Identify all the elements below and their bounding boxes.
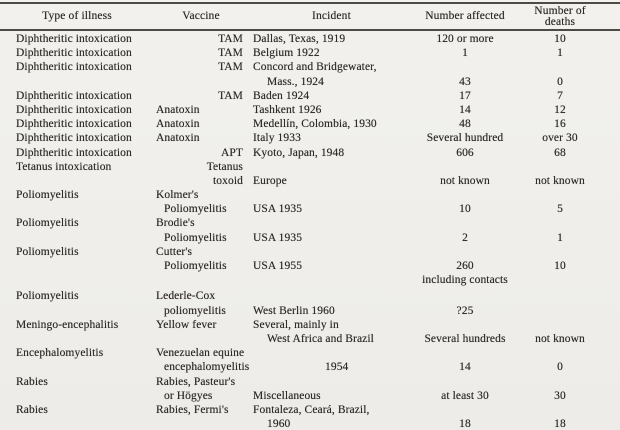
- vaccine-cell: Poliomyelitis: [164, 260, 227, 272]
- illness-cell: Poliomyelitis: [16, 189, 79, 202]
- column-header-incident: Incident: [312, 9, 351, 22]
- deaths-cell: not known: [535, 174, 585, 187]
- table-row: [0, 146, 620, 160]
- incident-cell: Medellín, Colombia, 1930: [253, 118, 377, 131]
- deaths-cell: 0: [557, 75, 563, 88]
- incident-cell: Europe: [253, 174, 287, 187]
- vaccine-cell: TAM: [218, 89, 243, 102]
- illness-cell: Encephalomyelitis: [16, 347, 104, 360]
- affected-cell: 120 or more: [436, 33, 494, 45]
- vaccine-cell: Cutter's: [156, 245, 193, 258]
- deaths-cell: [515, 60, 605, 74]
- vaccine-cell: Rabies, Fermi's: [156, 403, 229, 416]
- incident-cell: Kyoto, Japan, 1948: [253, 146, 345, 159]
- incident-cell: USA 1955: [253, 260, 303, 272]
- deaths-cell: [515, 403, 605, 417]
- incident-cell: [248, 160, 415, 174]
- table-row: [0, 46, 620, 60]
- incident-cell: Concord and Bridgewater,: [253, 61, 377, 74]
- table-row: [0, 417, 620, 430]
- table-row: [0, 75, 620, 89]
- table-row: [0, 304, 620, 318]
- table-row: [0, 32, 620, 46]
- deaths-cell: 7: [557, 89, 563, 102]
- vaccine-cell: TAM: [218, 33, 243, 45]
- affected-cell: 606: [456, 146, 474, 159]
- illness-cell: Poliomyelitis: [16, 245, 79, 258]
- deaths-cell: [515, 318, 605, 332]
- incident-cell: West Africa and Brazil: [267, 332, 374, 345]
- incident-cell: Fontaleza, Ceará, Brazil,: [253, 403, 370, 416]
- affected-cell: 17: [459, 89, 471, 102]
- vaccine-cell: APT: [220, 146, 243, 159]
- incident-cell: Belgium 1922: [253, 47, 320, 60]
- column-header-number-affected: Number affected: [425, 9, 505, 22]
- affected-cell: 260: [456, 260, 474, 272]
- affected-cell: [415, 160, 515, 174]
- illness-cell: [0, 389, 154, 403]
- table-row: [0, 60, 620, 74]
- incident-cell: [248, 216, 415, 230]
- affected-cell: [415, 346, 515, 360]
- affected-cell: ?25: [456, 304, 474, 317]
- incident-cell: USA 1935: [253, 231, 303, 244]
- vaccine-cell: [154, 273, 248, 287]
- deaths-cell: [515, 216, 605, 230]
- deaths-cell: 68: [554, 146, 566, 159]
- table-row: [0, 389, 620, 403]
- table-row: [0, 174, 620, 188]
- vaccine-cell: [154, 75, 248, 89]
- incident-cell: West Berlin 1960: [253, 304, 335, 317]
- table-row: [0, 346, 620, 360]
- incident-cell: Mass., 1924: [267, 75, 325, 88]
- incident-cell: [248, 346, 415, 360]
- affected-cell: [415, 375, 515, 389]
- column-header-type-of-illness: Type of illness: [42, 9, 112, 22]
- illness-cell: [0, 332, 154, 346]
- table-row: [0, 216, 620, 230]
- vaccine-cell: encephalomyelitis: [164, 361, 250, 374]
- illness-cell: Poliomyelitis: [16, 290, 79, 303]
- table-row: [0, 245, 620, 259]
- table-row: [0, 188, 620, 202]
- illness-cell: [0, 417, 154, 430]
- vaccine-cell: Brodie's: [156, 217, 195, 230]
- vaccine-cell: [154, 417, 248, 430]
- deaths-cell: [515, 304, 605, 318]
- affected-cell: at least 30: [441, 389, 489, 402]
- illness-cell: Diphtheritic intoxication: [16, 89, 132, 102]
- vaccine-cell: Anatoxin: [156, 132, 200, 145]
- affected-cell: [415, 318, 515, 332]
- vaccine-cell: TAM: [218, 61, 243, 74]
- illness-cell: [0, 202, 154, 216]
- affected-cell: Several hundred: [426, 132, 504, 145]
- affected-cell: not known: [440, 174, 490, 187]
- table-row: [0, 131, 620, 145]
- table-row: [0, 273, 620, 287]
- incident-cell: Tashkent 1926: [253, 103, 322, 116]
- deaths-cell: [515, 188, 605, 202]
- illness-cell: Diphtheritic intoxication: [16, 103, 132, 116]
- table-row: [0, 103, 620, 117]
- deaths-cell: 5: [557, 203, 563, 216]
- illness-cell: [0, 174, 154, 188]
- table-row: [0, 117, 620, 131]
- affected-cell: [415, 60, 515, 74]
- incident-cell: Baden 1924: [253, 89, 310, 102]
- deaths-cell: [515, 160, 605, 174]
- affected-cell: 48: [459, 118, 471, 131]
- vaccine-cell: Kolmer's: [156, 189, 199, 202]
- affected-cell: Several hundreds: [424, 332, 506, 345]
- incident-cell: USA 1935: [253, 203, 303, 216]
- affected-cell: 43: [459, 75, 471, 88]
- affected-cell: [415, 289, 515, 303]
- deaths-cell: 1: [557, 47, 563, 60]
- illness-cell: Tetanus intoxication: [16, 160, 112, 173]
- incident-cell: Dallas, Texas, 1919: [253, 33, 346, 45]
- vaccine-cell: Venezuelan equine: [156, 347, 245, 360]
- illness-cell: [0, 259, 154, 273]
- deaths-cell: [515, 273, 605, 287]
- illness-cell: Diphtheritic intoxication: [16, 146, 132, 159]
- table-header: [0, 4, 620, 29]
- vaccine-cell: Anatoxin: [156, 118, 200, 131]
- incident-cell: [248, 273, 415, 287]
- vaccine-cell: TAM: [218, 47, 243, 60]
- incident-cell: 1960: [267, 418, 291, 430]
- deaths-cell: [515, 346, 605, 360]
- vaccine-cell: Tetanus: [206, 160, 243, 173]
- illness-cell: Poliomyelitis: [16, 217, 79, 230]
- affected-cell: 18: [459, 418, 471, 430]
- affected-cell: 14: [459, 361, 471, 374]
- affected-cell: [415, 403, 515, 417]
- vaccine-cell: Lederle-Cox: [156, 290, 216, 303]
- table-row: [0, 160, 620, 174]
- table-row: [0, 318, 620, 332]
- deaths-cell: [515, 375, 605, 389]
- affected-cell: [415, 245, 515, 259]
- affected-cell: 10: [459, 203, 471, 216]
- affected-cell: 14: [459, 103, 471, 116]
- illness-cell: Meningo-encephalitis: [16, 318, 119, 331]
- illness-cell: Diphtheritic intoxication: [16, 47, 132, 60]
- deaths-cell: 0: [557, 361, 563, 374]
- incident-cell: Miscellaneous: [253, 389, 321, 402]
- illness-cell: Diphtheritic intoxication: [16, 132, 132, 145]
- incident-cell: Italy 1933: [253, 132, 301, 145]
- incident-cell: Several, mainly in: [253, 318, 339, 331]
- deaths-cell: [515, 289, 605, 303]
- vaccine-cell: Rabies, Pasteur's: [156, 375, 236, 388]
- table-row: [0, 403, 620, 417]
- column-header-number-of-deaths: [515, 6, 605, 28]
- affected-cell: including contacts: [422, 274, 508, 287]
- vaccine-cell: Poliomyelitis: [164, 203, 227, 216]
- affected-cell: [415, 216, 515, 230]
- table-row: [0, 375, 620, 389]
- vaccine-cell: [154, 332, 248, 346]
- vaccine-cell: poliomyelitis: [164, 304, 226, 317]
- vaccine-cell: or Högyes: [164, 389, 213, 402]
- table-row: [0, 259, 620, 273]
- table-row: [0, 231, 620, 245]
- deaths-cell: [515, 245, 605, 259]
- affected-cell: [415, 188, 515, 202]
- illness-cell: [0, 231, 154, 245]
- illness-cell: Rabies: [16, 375, 48, 388]
- table-row: [0, 360, 620, 374]
- column-header-number-of-deaths-line1: Number of: [534, 4, 586, 17]
- deaths-cell: 16: [554, 118, 566, 131]
- affected-cell: 2: [462, 231, 468, 244]
- deaths-cell: not known: [535, 332, 585, 345]
- incident-cell: [248, 289, 415, 303]
- illness-cell: [0, 304, 154, 318]
- table-body: [0, 31, 620, 430]
- illness-cell: [0, 360, 154, 374]
- illness-cell: Diphtheritic intoxication: [16, 61, 132, 74]
- vaccine-cell: Anatoxin: [156, 103, 200, 116]
- column-header-number-of-deaths-line2: deaths: [544, 15, 576, 28]
- illness-cell: Diphtheritic intoxication: [16, 33, 132, 45]
- incident-cell: [248, 375, 415, 389]
- vaccine-cell: Poliomyelitis: [164, 231, 227, 244]
- incident-cell: [248, 245, 415, 259]
- illness-cell: [0, 273, 154, 287]
- table-row: [0, 332, 620, 346]
- illness-cell: Diphtheritic intoxication: [16, 118, 132, 131]
- vaccine-cell: toxoid: [213, 174, 243, 187]
- vaccine-cell: Yellow fever: [156, 318, 217, 331]
- table-row: [0, 202, 620, 216]
- deaths-cell: over 30: [542, 132, 578, 145]
- deaths-cell: 10: [554, 260, 566, 272]
- incident-cell: [248, 188, 415, 202]
- affected-cell: 1: [462, 47, 468, 60]
- table-row: [0, 89, 620, 103]
- deaths-cell: 12: [554, 103, 566, 116]
- deaths-cell: 30: [554, 389, 566, 402]
- deaths-cell: 10: [554, 33, 566, 45]
- illness-cell: Rabies: [16, 403, 48, 416]
- deaths-cell: 18: [554, 418, 566, 430]
- illness-cell: [0, 75, 154, 89]
- deaths-cell: 1: [557, 231, 563, 244]
- column-header-vaccine: Vaccine: [182, 9, 220, 22]
- table-row: [0, 289, 620, 303]
- incident-cell: 1954: [325, 361, 349, 374]
